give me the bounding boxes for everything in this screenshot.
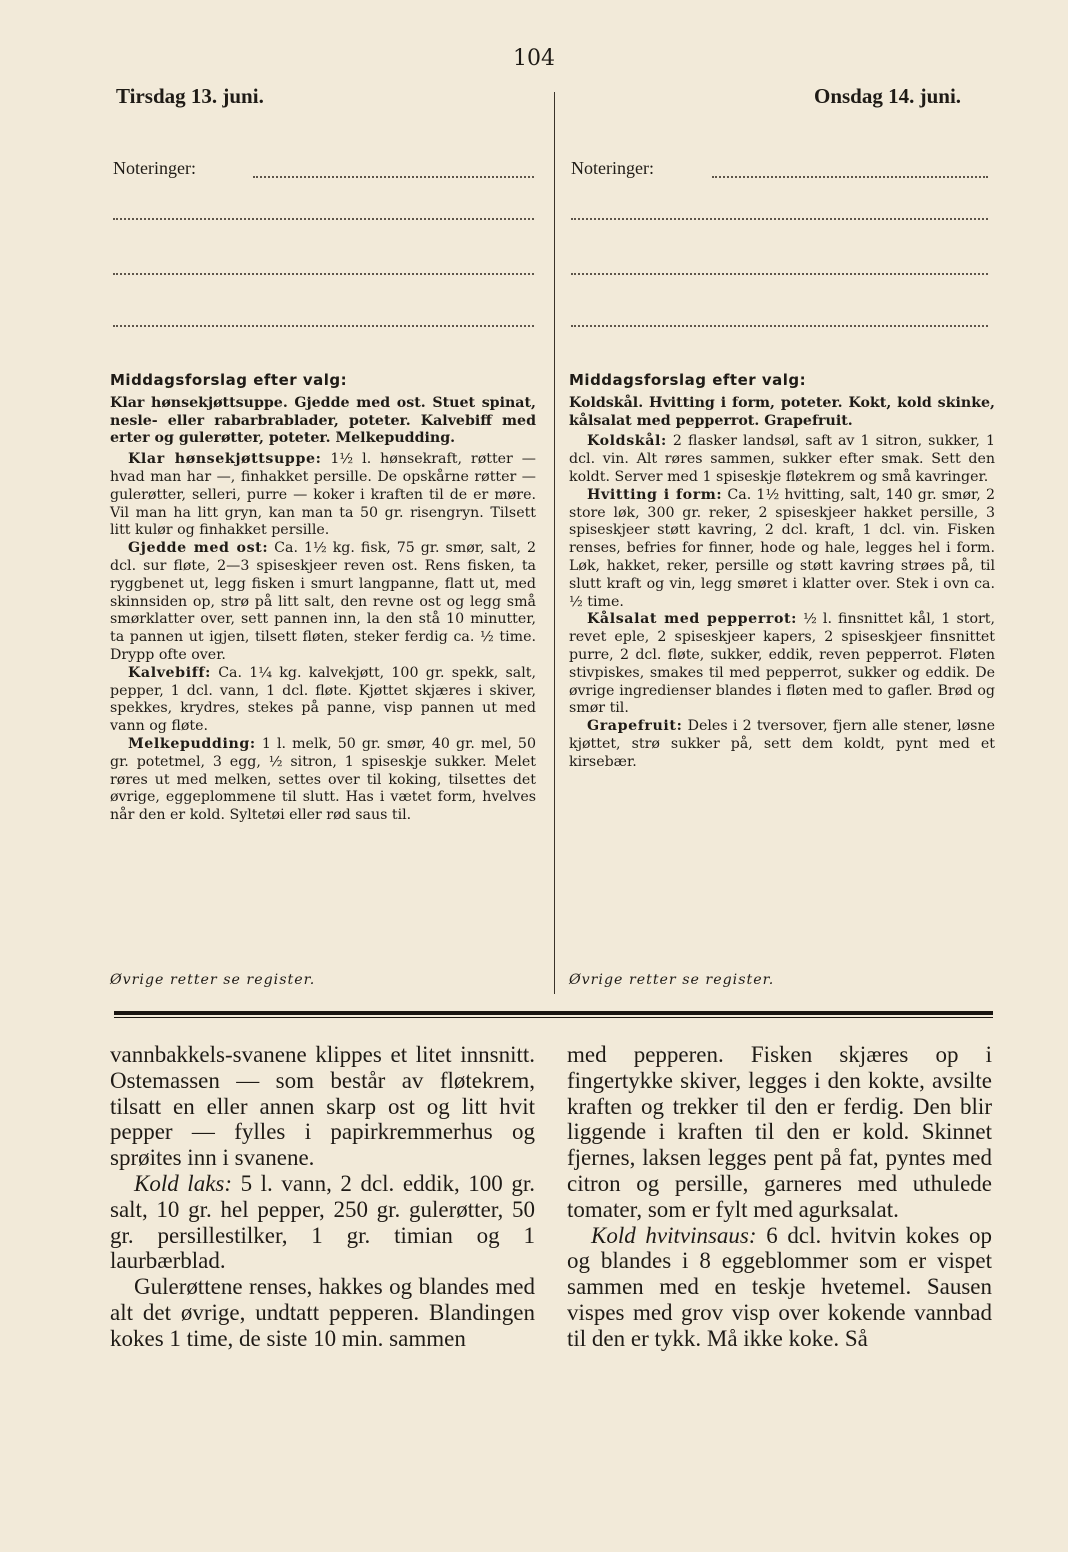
page-number: 104 (513, 46, 555, 71)
recipe (110, 736, 536, 825)
section-rule (114, 1011, 993, 1015)
notes-label-text: Noteringer: (113, 158, 196, 178)
notes-label-text: Noteringer: (571, 158, 654, 178)
recipe-text: 2 flasker landsøl, saft av 1 sitron, sukker, 1 dcl. vin. Alt røres sammen, sukker efter smak. Sett den koldt. Server med 1 spiseskje fløtekrem og små kavringer. (569, 433, 995, 485)
notes-line (253, 176, 534, 178)
recipe-title: Gjedde med ost: (128, 540, 269, 557)
recipe (110, 540, 536, 665)
recipe-text: 1½ l. hønsekraft, røtter — hvad man har —, finhakket persille. De opskårne røtter — gulerøtter, selleri, purre — koker i kraften til de er møre. Vil man ha litt gryn, kan man ta 50 gr. risengryn. Tilsett litt kulør og finhakket persille. (110, 451, 536, 539)
notes-line (113, 273, 534, 275)
recipe-title: Kold laks: (134, 1170, 233, 1196)
register-note-left: Øvrige retter se register. (110, 972, 316, 988)
notes-line (113, 325, 534, 327)
menu-heading: Middagsforslag efter valg: (569, 371, 807, 389)
notes-line (571, 218, 988, 220)
recipe-title: Kold hvitvinsaus: (591, 1222, 757, 1248)
paragraph: Gulerøttene renses, hakkes og blandes med alt det øvrige, undtatt pepperen. Blandingen kokes 1 time, de siste 10 min. sammen (110, 1274, 535, 1351)
recipe (569, 611, 995, 718)
menu-heading: Middagsforslag efter valg: (110, 371, 348, 389)
notes-line (712, 176, 988, 178)
notes-line (571, 273, 988, 275)
recipe (569, 433, 995, 486)
paragraph: vannbakkels-svanene klippes et litet innsnitt. Ostemassen — som består av fløtekrem, tilsatt en eller annen skarp ost og litt hvit pepper — fylles i papirkremmerhus og sprøites inn i svanene. (110, 1042, 535, 1171)
recipe-text: Ca. 1½ kg. fisk, 75 gr. smør, salt, 2 dcl. sur fløte, 2—3 spiseskjeer reven ost. Rens fisken, ta ryggbenet ut, legg fisken i smurt langpanne, flatt ut, med skinnsiden op, strø på litt salt, den revne ost og legg små smørklatter over, sett pannen inn, la den stå 10 minutter, ta pannen ut igjen, tilsett fløten, steker ferdig ca. ½ time. Drypp ofte over. (110, 540, 536, 663)
recipe-text: Deles i 2 tversover, fjern alle stener, løsne kjøttet, strø sukker på, sett dem koldt, pynt med et kirsebær. (569, 718, 995, 770)
recipe-title: Grapefruit: (587, 718, 683, 735)
recipe-title: Hvitting i form: (587, 486, 723, 503)
paragraph (110, 1171, 535, 1274)
body-text-right (567, 1042, 992, 1352)
date-left: Tirsdag 13. juni. (116, 84, 264, 108)
recipe-title: Melkepudding: (128, 735, 256, 752)
recipe-title: Kålsalat med pepperrot: (587, 611, 798, 628)
notes-line (113, 218, 534, 220)
register-note-right: Øvrige retter se register. (569, 972, 775, 988)
recipe-text: 5 l. vann, 2 dcl. eddik, 100 gr. salt, 10 gr. hel pepper, 250 gr. gulerøtter, 50 gr. persillestilker, 1 gr. timian og 1 laurbærblad. (110, 1170, 536, 1274)
notes-line (571, 325, 988, 327)
recipe (569, 487, 995, 612)
recipe-title: Klar hønsekjøttsuppe: (128, 451, 322, 468)
menu-summary: Klar hønsekjøttsuppe. Gjedde med ost. Stuet spinat, nesle- eller rabarbrablader, poteter. Kalvebiff med erter og gulerøtter, poteter. Melkepudding. (110, 394, 536, 447)
recipe (569, 718, 995, 771)
date-right: Onsdag 14. juni. (814, 84, 962, 108)
recipe-text: 1 l. melk, 50 gr. smør, 40 gr. mel, 50 gr. potetmel, 3 egg, ½ sitron, 1 spiseskje sukker. Melet røres ut med melken, settes over til koking, tilsettes det øvrige, eggeplommene til slutt. Has i vætet form, hvelves når den er kold. Syltetøi eller rød saus til. (110, 735, 536, 824)
recipes-column-right (569, 372, 995, 772)
recipe (110, 451, 536, 540)
paragraph: med pepperen. Fisken skjæres op i fingertykke skiver, legges i den kokte, avsilte kraften og trekker til den er ferdig. Den blir liggende i kraften til den er kold. Skinnet fjernes, laksen legges pent på fat, pyntes med citron og persille, garneres med uthulede tomater, som er fylt med agurksalat. (567, 1042, 992, 1222)
recipe (110, 665, 536, 736)
recipe-title: Koldskål: (587, 433, 667, 450)
column-divider (554, 92, 555, 994)
menu-summary: Koldskål. Hvitting i form, poteter. Kokt, kold skinke, kålsalat med pepperrot. Grapefruit. (569, 394, 995, 429)
paragraph (567, 1223, 992, 1352)
recipes-column-left (110, 372, 536, 825)
recipe-text: Ca. 1½ hvitting, salt, 140 gr. smør, 2 store løk, 300 gr. reker, 2 spiseskjeer hakket persille, 3 spiseskjeer støtt kavring, 2 dcl. kraft, 1 dcl. vin. Fisken renses, befries for finner, hode og hale, legges hel i form. Løk, hakket, reker, persille og støtt kavring strøes på, til slutt kraft og vin, legg smøret i klatter over. Stek i ovn ca. ½ time. (569, 486, 995, 610)
notes-label-right (571, 158, 654, 179)
recipe-title: Kalvebiff: (128, 664, 211, 681)
notes-label-left (113, 158, 196, 179)
section-rule-thin (114, 1017, 993, 1018)
recipe-text: 6 dcl. hvitvin kokes op og blandes i 8 eggeblommer som er vispet sammen med en teskje hvetemel. Sausen vispes med grov visp over kokende vannbad til den er tykk. Må ikke koke. Så (567, 1222, 992, 1351)
body-text-left (110, 1042, 535, 1352)
recipe-text: ½ l. finsnittet kål, 1 stort, revet eple, 2 spiseskjeer kapers, 2 spiseskjeer finsnittet purre, 2 dcl. fløte, sukker, eddik, reven pepperrot. Fløten stivpiskes, smakes til med pepperrot, sukker og eddik. De øvrige ingredienser blandes i fløten med to gafler. Brød og smør til. (569, 611, 995, 717)
recipe-text: Ca. 1¼ kg. kalvekjøtt, 100 gr. spekk, salt, pepper, 1 dcl. vann, 1 dcl. fløte. Kjøttet skjæres i skiver, spekkes, krydres, stekes på panne, visp pannen ut med vann og fløte. (110, 664, 536, 735)
